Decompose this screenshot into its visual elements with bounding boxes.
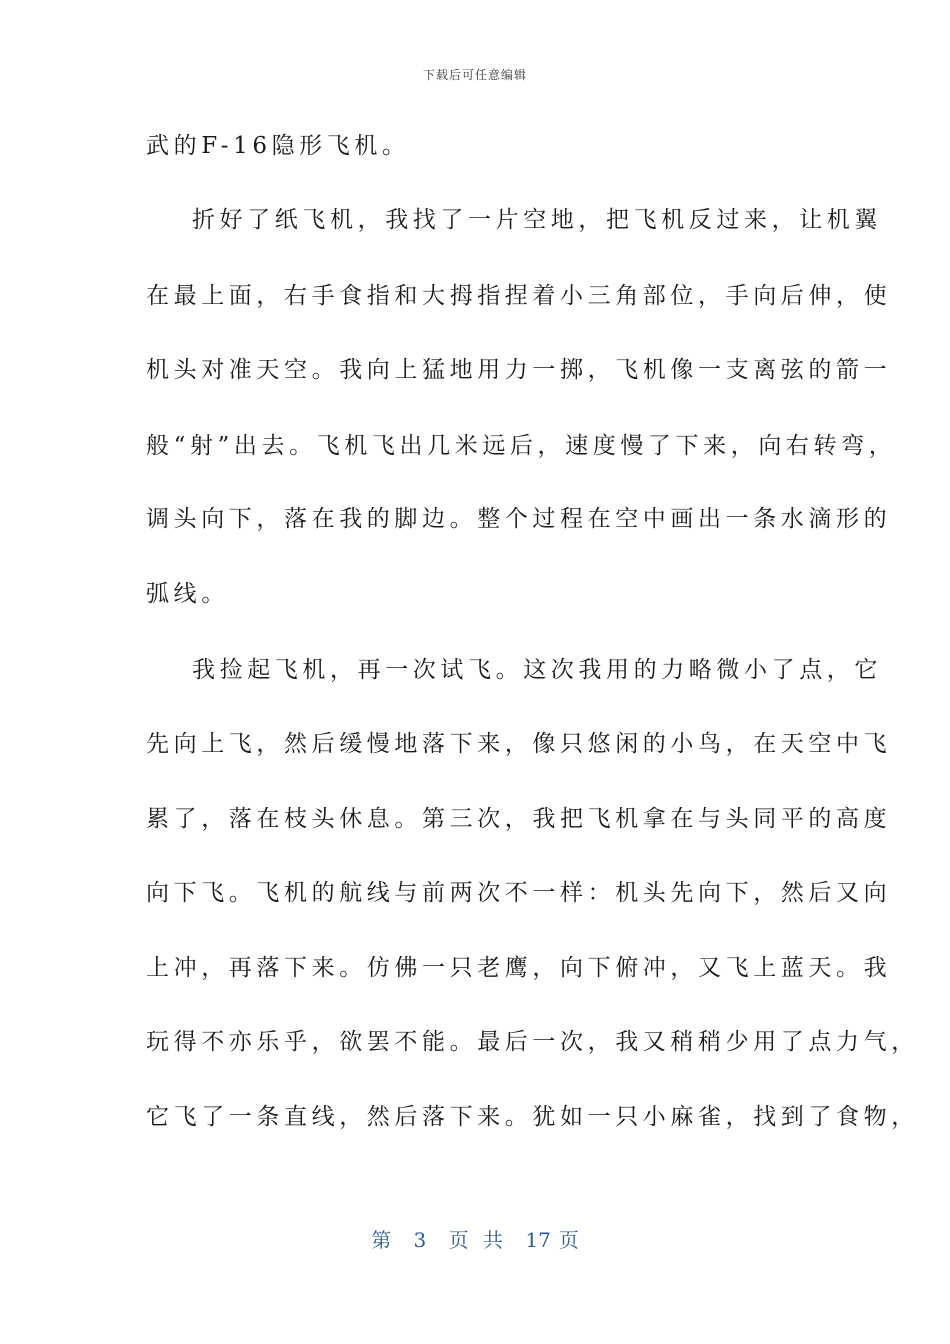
page-footer <box>0 1224 950 1253</box>
text-line: 在最上面，右手食指和大拇指捏着小三角部位，手向后伸，使 <box>146 283 892 309</box>
text-line: 上冲，再落下来。仿佛一只老鹰，向下俯冲，又飞上蓝天。我 <box>146 955 892 981</box>
text-line: 调头向下，落在我的脚边。整个过程在空中画出一条水滴形的 <box>146 506 892 532</box>
text-line: 先向上飞，然后缓慢地落下来，像只悠闲的小鸟，在天空中飞 <box>146 731 892 757</box>
header-note: 下载后可任意编辑 <box>422 68 527 82</box>
text-line: 向下飞。飞机的航线与前两次不一样：机头先向下，然后又向 <box>146 880 892 906</box>
text-line: 弧线。 <box>146 581 229 607</box>
text-line: 玩得不亦乐乎，欲罢不能。最后一次，我又稍稍少用了点力气， <box>146 1029 919 1055</box>
text-line: 它飞了一条直线，然后落下来。犹如一只小麻雀，找到了食物， <box>146 1104 919 1130</box>
total-pages: 17 <box>525 1228 551 1252</box>
text-line: 武的F-16隐形飞机。 <box>146 133 410 159</box>
text-line: 累了，落在枝头休息。第三次，我把飞机拿在与头同平的高度 <box>146 806 892 832</box>
page-number: 3 <box>413 1228 427 1252</box>
text-line: 我捡起飞机，再一次试飞。这次我用的力略微小了点，它 <box>192 657 882 683</box>
page-label-prefix: 第 <box>371 1228 392 1252</box>
text-line: 机头对准天空。我向上猛地用力一掷，飞机像一支离弦的箭一 <box>146 357 892 383</box>
text-line: 般“射”出去。飞机飞出几米远后，速度慢了下来，向右转弯， <box>146 433 897 459</box>
text-line: 折好了纸飞机，我找了一片空地，把飞机反过来，让机翼 <box>192 207 882 233</box>
page-label-suffix: 页 <box>558 1228 579 1252</box>
page-label-mid: 页 共 <box>448 1228 503 1252</box>
